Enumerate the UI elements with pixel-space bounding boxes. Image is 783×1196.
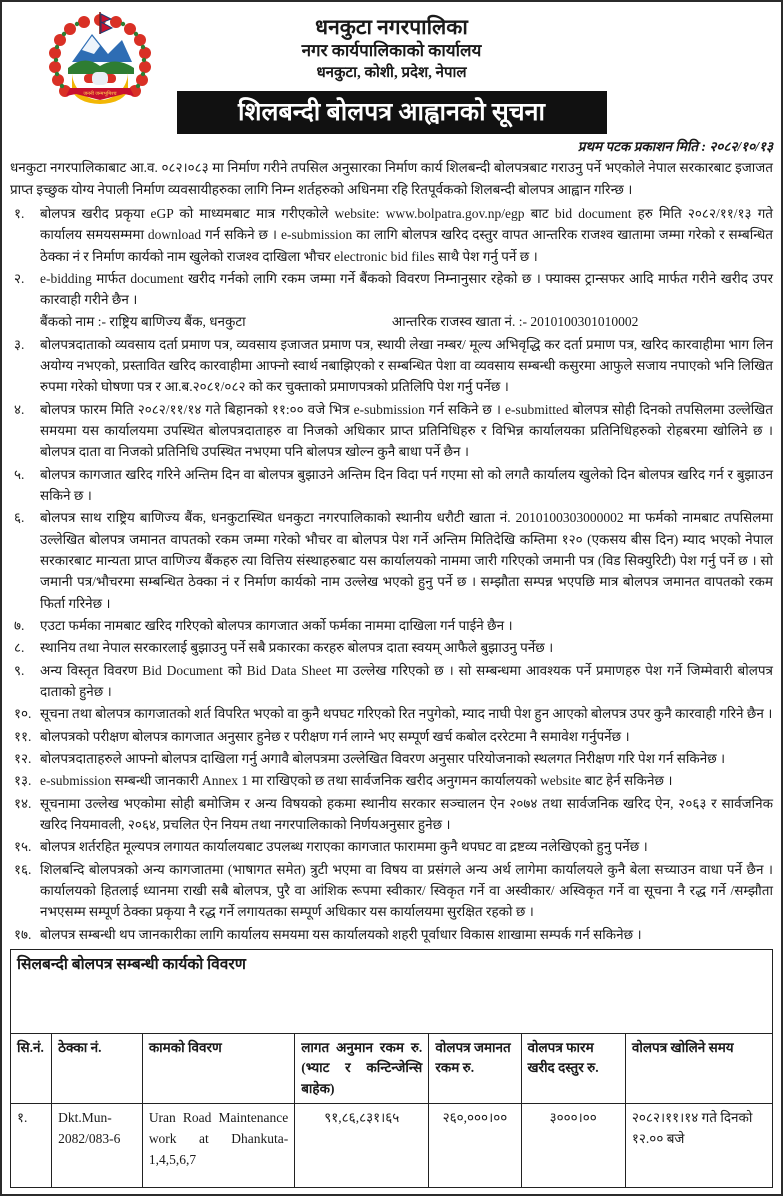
term-text: सूचनामा उल्लेख भएकोमा सोही बमोजिम र अन्य विषयको हकमा स्थानीय सरकार सञ्चालन ऐन २०७४ तथा सार्वजनिक खरिद ऐन, २०६३ र सार्वजनिक खरिद नियमावली, २०६४, प्रचलित ऐन नियम तथा नगरपालिकाको निर्णयअनुसार हुनेछ ।: [40, 795, 773, 833]
col-header-sn: सि.नं.: [11, 1034, 52, 1104]
municipality-name: धनकुटा नगरपालिका: [315, 15, 468, 39]
bank-account-number: आन्तरिक राजस्व खाता नं. :- 2010100301010002: [391, 314, 639, 330]
term-number: ७.: [14, 618, 25, 634]
term-text: बोलपत्र शर्तरहित मूल्यपत्र लगायत कार्यालयबाट उपलब्ध गराएका कागजात फाराममा कुनै थपघट वा द्रष्टव्य नलेखिएको हुनु पर्नेछ ।: [40, 839, 648, 855]
bank-name: बैंकको नाम :- राष्ट्रिय बाणिज्य बैंक, धनकुटा: [40, 314, 246, 330]
cell-opening-time: २०८२।११।१४ गते दिनको १२.०० बजे: [625, 1103, 772, 1187]
table-section-title: सिलबन्दी बोलपत्र सम्बन्धी कार्यको विवरण: [11, 950, 773, 1034]
term-text: बोलपत्र फारम मिति २०८२/११/१४ गते बिहानको ११:०० वजे भित्र e-submission गर्न सकिने छ । e-submitted बोलपत्र सोही दिनको तपसिलमा उल्लेखित समयमा यस कार्यालयमा उपस्थित बोलपत्रदाताहरु वा निजको अधिकार प्राप्त प्रतिनिधिहरु र विभिन्न कार्यालयका प्रतिनिधिहरुको रोहबरमा खोलिने छ । बोलपत्र दाता वा निजको प्रतिनिधि उपस्थित नभएमा पनि बोलपत्र खोल्न कुनै बाधा पर्ने छैन ।: [40, 401, 773, 460]
term-text: बोलपत्र खरीद प्रकृया eGP को माध्यमबाट मात्र गरीएकोले website: www.bolpatra.gov.np/egp बाट bid document हरु मिति २०८२/११/१३ गते कार्यालय समयसम्ममा download गर्न सकिने छ । e-submission का लागि बोलपत्र खरिद दस्तुर वापत आन्तरिक राजश्व खातामा जम्मा गरेको र सम्बन्धित ठेक्का नं र निर्माण कार्यको नाम खुलेको राजश्व दाखिला भौचर electronic bid files साथै पेश गर्नु पर्ने छ ।: [40, 205, 773, 264]
term-number: १६.: [14, 861, 32, 877]
document-header: [10, 6, 773, 155]
term-item-8: [10, 637, 773, 658]
term-number: १०.: [14, 706, 32, 722]
term-text: बोलपत्र सम्बन्धी थप जानकारीका लागि कार्यालय समयमा यस कार्यालयको शहरी पूर्वाधार विकास शाखामा सम्पर्क गर्न सकिनेछ ।: [40, 926, 642, 942]
tender-details-table-section: [10, 949, 773, 1188]
term-text: बोलपत्र कागजात खरिद गरिने अन्तिम दिन वा बोलपत्र बुझाउने अन्तिम दिन विदा पर्न गएमा सो को लगतै कार्यालय खुलेको दिन बोलपत्र खरिद गर्न र बुझाउन सकिने छ ।: [40, 466, 773, 504]
term-item-14: [10, 793, 773, 836]
col-header-form-fee: वोलपत्र फारम खरीद दस्तुर रु.: [521, 1034, 625, 1104]
term-text: e-submission सम्बन्धी जानकारी Annex 1 मा राखिएको छ तथा सार्वजनिक खरीद अनुगमन कार्यालयको website बाट हेर्न सकिनेछ ।: [40, 773, 673, 789]
office-name: नगर कार्यपालिकाको कार्यालय: [301, 41, 482, 61]
term-item-11: [10, 726, 773, 747]
table-row: [11, 1103, 773, 1187]
notice-title-banner: शिलबन्दी बोलपत्र आह्वानको सूचना: [177, 91, 607, 134]
term-number: ४.: [14, 401, 25, 417]
term-item-17: [10, 924, 773, 945]
col-header-opening-time: वोलपत्र खोलिने समय: [625, 1034, 772, 1104]
nepal-government-emblem-icon: [48, 10, 152, 114]
term-number: ८.: [14, 640, 25, 656]
term-item-10: [10, 703, 773, 724]
col-header-contract-no: ठेक्का नं.: [52, 1034, 143, 1104]
col-header-work-desc: कामको विवरण: [142, 1034, 294, 1104]
term-text: बोलपत्र साथ राष्ट्रिय बाणिज्य बैंक, धनकुटास्थित धनकुटा नगरपालिकाको स्थानीय धरौटी खाता नं. 2010100303000002 मा फर्मको नामबाट तपसिलमा उल्लेखित बोलपत्र जमानत वापतको रकम जम्मा गरेको भौचर वा बोलपत्र पेश गर्ने अन्तिम मितिदेखि कम्तिमा १२० (एकसय बीस दिन) म्याद भएको नेपाल सरकारबाट मान्यता प्राप्त वाणिज्य बैंकहरु त्या वित्तिय संस्थाहरुबाट यस कार्यालयको नाममा जारी गरिएको जमानी पत्र (विड सिक्युरिटी) पेश गर्नु पर्ने छ । सो जमानी पत्र/भौचरमा सम्बन्धित ठेक्का नं र निर्माण कार्यको नाम उल्लेख भएको हुनु पर्ने छ । सम्झौता सम्पन्न भएपछि मात्र बोलपत्र जमानत वापतको रकम फिर्ता गरिनेछ ।: [40, 510, 773, 611]
term-number: ११.: [14, 728, 32, 744]
col-header-bid-security: वोलपत्र जमानत रकम रु.: [429, 1034, 521, 1104]
term-text: बोलपत्रको परीक्षण बोलपत्र कागजात अनुसार हुनेछ र परीक्षण गर्न लाग्ने भए सम्पूर्ण खर्च कबोल दररेटमा नै समावेश गर्नुपर्नेछ ।: [40, 728, 630, 744]
col-header-cost-estimate: लागत अनुमान रकम रु. (भ्याट र कन्टिन्जेन्सि बाहेक): [295, 1034, 429, 1104]
term-item-4: [10, 399, 773, 463]
office-address: धनकुटा, कोशी, प्रदेश, नेपाल: [316, 65, 467, 82]
term-text: एउटा फर्मका नामबाट खरिद गरिएको बोलपत्र कागजात अर्को फर्मका नाममा दाखिला गर्न पाईने छैन ।: [40, 618, 513, 634]
term-number: ३.: [14, 336, 25, 352]
publication-date: प्रथम पटक प्रकाशन मिति : २०८२/१०/१३: [577, 139, 773, 155]
term-number: १७.: [14, 926, 32, 942]
term-number: १२.: [14, 751, 32, 767]
bank-detail-line: [40, 311, 773, 332]
term-number: ९.: [14, 662, 25, 678]
term-number: ६.: [14, 510, 25, 526]
term-text: बोलपत्रदाताको व्यवसाय दर्ता प्रमाण पत्र, व्यवसाय इजाजत प्रमाण पत्र, स्थायी लेखा नम्बर/ मूल्य अभिवृद्धि कर दर्ता प्रमाण पत्र, खरिद कारवाहीमा भाग लिन अयोग्य नभएको, प्रस्तावित खरिद कारवाहीमा आफ्नो स्वार्थ नबाझिएको र सम्बन्धित पेशा वा व्यवसाय सम्बन्धी कसुरमा आफुले सजाय नपाएको भनि लिखित रुपमा गरेको घोषणा पत्र र आ.ब.२०८१/०८२ को कर चुक्ताको प्रमाणपत्रको प्रतिलिपि पेश गर्नु पर्नेछ ।: [40, 336, 773, 395]
term-item-3: [10, 334, 773, 398]
term-text: e-bidding मार्फत document खरीद गर्नको लागि रकम जम्मा गर्ने बैंकको विवरण निम्नानुसार रहेको छ । फ्याक्स ट्रान्सफर आदि मार्फत गरीने खरीद उपर कारवाही गरीने छैन । बैंकको नाम :- राष्ट्रिय बाणिज्य बैंक, धनकुटा आन्तरिक राजस्व खाता नं. :- 2010100301010002: [40, 268, 773, 333]
term-number: १.: [14, 205, 25, 221]
term-text: स्थानिय तथा नेपाल सरकारलाई बुझाउनु पर्ने सबै प्रकारका करहरु बोलपत्र दाता स्वयम् आफैले बुझाउनु पर्नेछ ।: [40, 640, 554, 656]
term-item-6: [10, 507, 773, 614]
term-number: १३.: [14, 773, 32, 789]
cell-work-desc: Uran Road Maintenance work at Dhankuta-1,4,5,6,7: [142, 1103, 294, 1187]
term-item-7: [10, 615, 773, 636]
term-item-9: [10, 660, 773, 703]
term-text: बोलपत्रदाताहरुले आफ्नो बोलपत्र दाखिला गर्नु अगावै बोलपत्रमा उल्लेखित विवरण अनुसार परियोजनाको स्थलगत निरीक्षण गरि पेश गर्न सकिनेछ ।: [40, 751, 726, 767]
term-item-13: [10, 770, 773, 791]
term-item-12: [10, 748, 773, 769]
cell-cost-estimate: ९१,८६,८३१।६५: [295, 1103, 429, 1187]
term-text: शिलबन्दि बोलपत्रको अन्य कागजातमा (भाषागत समेत) त्रुटी भएमा वा विषय वा प्रसंगले अन्य अर्थ लागेमा कार्यालयले कुनै बेला सच्याउन वाधा पर्ने छैन । कार्यालयको हितलाई ध्यानमा राखी सबै बोलपत्र, पुरै वा आंशिक रूपमा स्वीकार/ स्विकृत गर्ने वा अस्वीकार/ अस्विकृत गर्ने वा सूचना नै रद्ध गर्ने /सम्झौता नभएसम्म सम्पूर्ण ठेक्का प्रकृया नै रद्ध गर्ने लगायतका सम्पूर्ण अधिकार यस कार्यालयमा सुरक्षित रहको छ ।: [40, 861, 773, 920]
tender-details-table: [10, 949, 773, 1188]
intro-paragraph: धनकुटा नगरपालिकाबाट आ.व. ०८२।०८३ मा निर्माण गरीने तपसिल अनुसारका निर्माण कार्य शिलबन्दी बोलपत्रबाट गराउनु पर्ने भएकोले नेपाल सरकारबाट इजाजत प्राप्त इच्छुक योग्य नेपाली निर्माण व्यवसायीहरुका लागि निम्न शर्तहरुको अधिनमा रहि रितपूर्वकको शिलबन्दी बोलपत्र आह्वान गरिन्छ ।: [10, 160, 773, 197]
cell-bid-security: २६०,०००।००: [429, 1103, 521, 1187]
term-item-5: [10, 464, 773, 507]
terms-list: [10, 203, 773, 945]
term-number: ५.: [14, 466, 25, 482]
term-number: १५.: [14, 839, 32, 855]
svg-text:जननी जन्मभूमिश्च: जननी जन्मभूमिश्च: [83, 92, 117, 97]
cell-sn: १.: [11, 1103, 52, 1187]
cell-contract-no: Dkt.Mun-2082/083-6: [52, 1103, 143, 1187]
term-item-2: [10, 268, 773, 333]
term-item-16: [10, 859, 773, 923]
term-item-15: [10, 836, 773, 857]
term-text: सूचना तथा बोलपत्र कागजातको शर्त विपरित भएको वा कुनै थपघट गरिएको रित नपुगेको, म्याद नाघी पेश हुन आएको बोलपत्र उपर कुनै कारवाही गरिने छैन ।: [40, 706, 773, 722]
cell-form-fee: ३०००।००: [521, 1103, 625, 1187]
term-number: १४.: [14, 795, 32, 811]
term-item-1: [10, 203, 773, 267]
term-text: अन्य विस्तृत विवरण Bid Document को Bid Data Sheet मा उल्लेख गरिएको छ । सो सम्बन्धमा आवश्यक पर्ने प्रमाणहरु पेश गर्ने जिम्मेवारी बोलपत्र दाताको हुनेछ ।: [40, 662, 773, 700]
term-number: २.: [14, 270, 25, 286]
